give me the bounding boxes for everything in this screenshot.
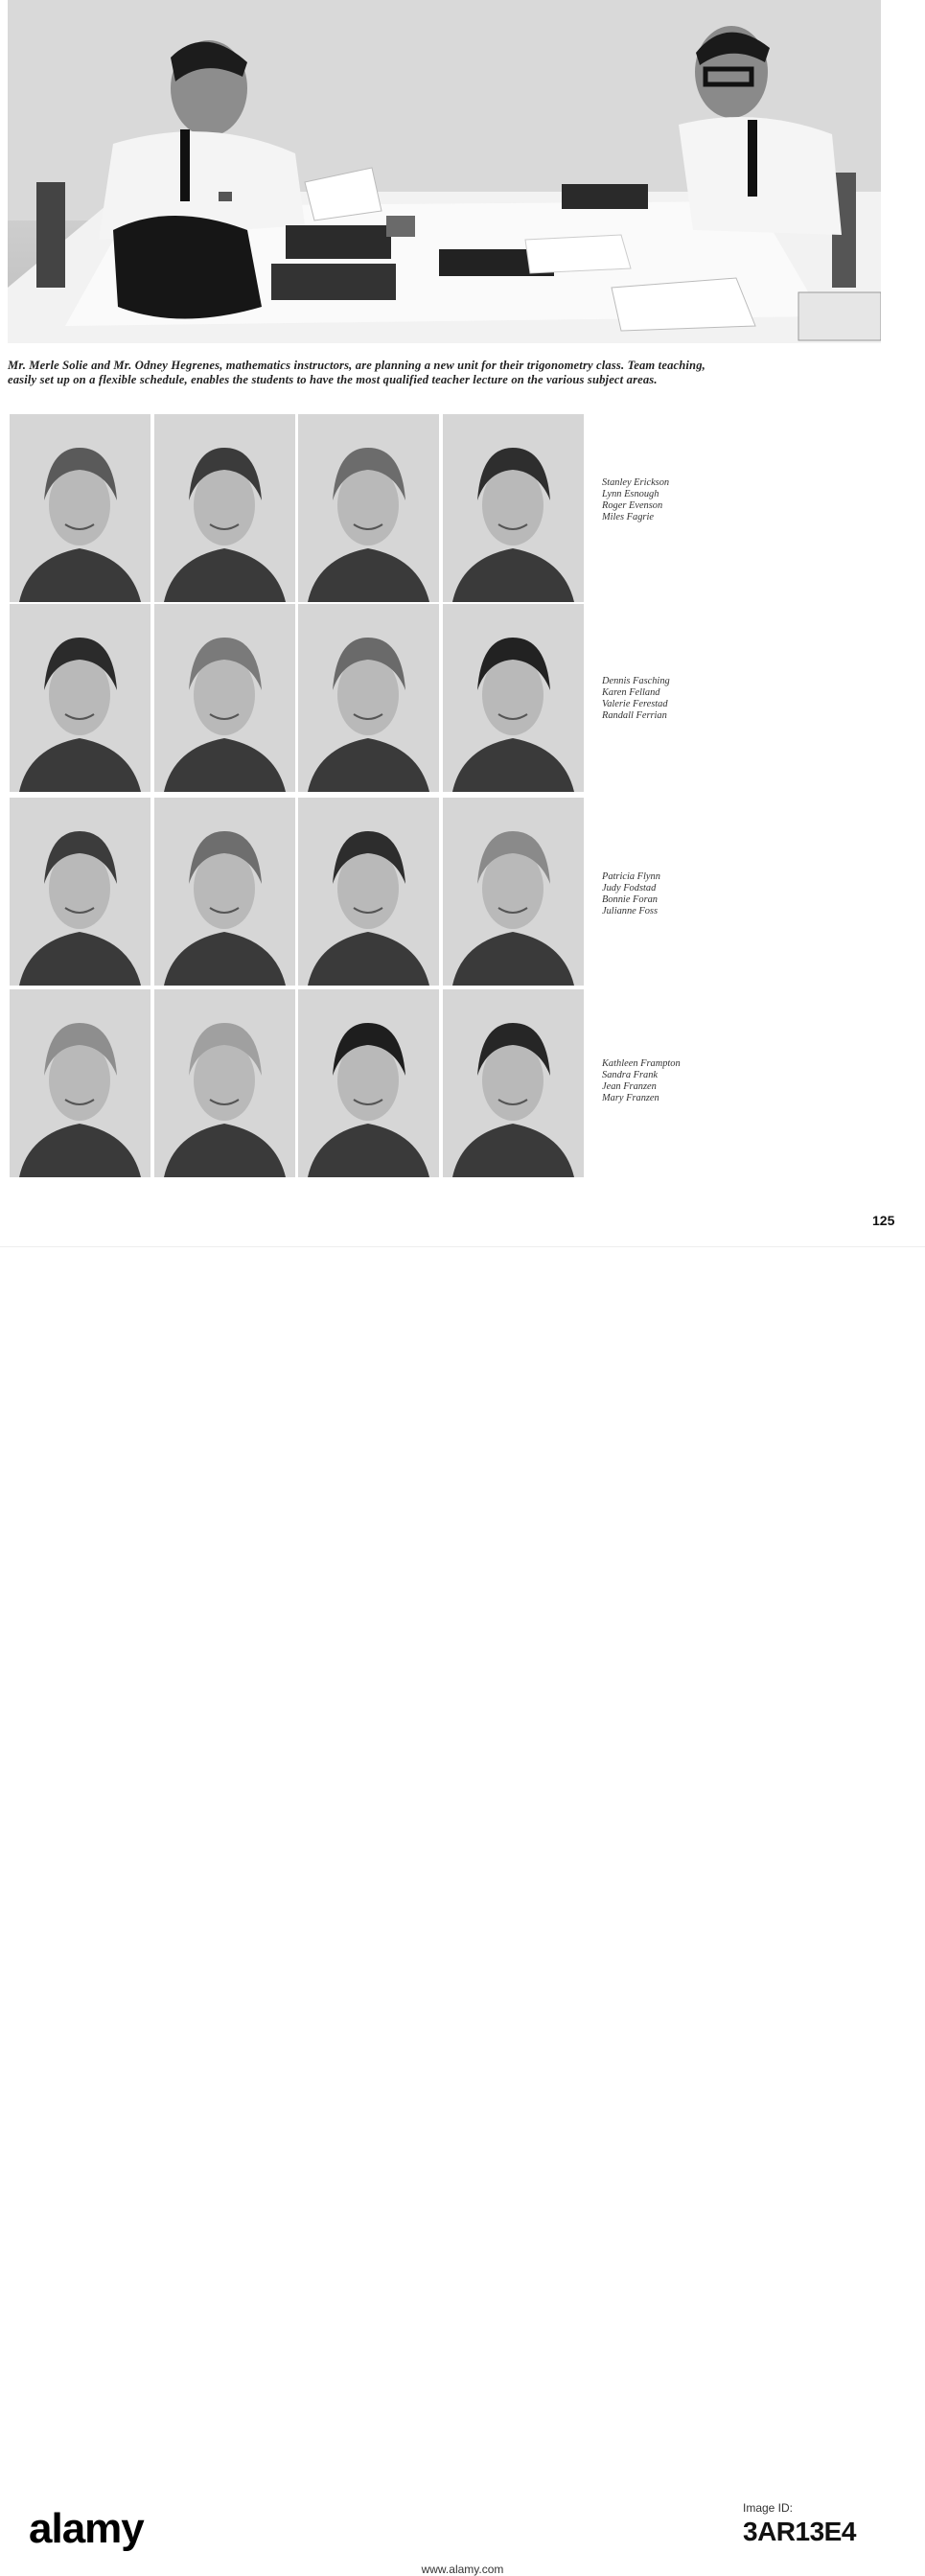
student-name: Jean Franzen [602,1081,657,1092]
caption-line-1: Mr. Merle Solie and Mr. Odney Hegrenes, mathematics instructors, are planning a new unit for their trigonometry class. Team teaching, [8,359,705,372]
student-name: Bonnie Foran [602,894,659,905]
portrait-photo [298,414,439,602]
student-name: Sandra Frank [602,1070,659,1080]
student-name: Mary Franzen [602,1093,659,1103]
portrait-photo [154,989,295,1177]
portrait-photo [443,989,584,1177]
image-id-block [743,2501,906,2547]
caption-line-2: easily set up on a flexible schedule, enables the students to have the most qualified teacher lecture on the various subject areas. [8,373,658,386]
name-list [602,676,775,722]
image-id-label: Image ID: [743,2501,794,2515]
portrait-photo [154,414,295,602]
student-name: Miles Fagrie [602,512,654,522]
portrait-photo [443,604,584,792]
student-name: Patricia Flynn [602,871,660,882]
portrait-photo [298,604,439,792]
student-name: Stanley Erickson [602,477,670,488]
portrait-photo [298,798,439,986]
alamy-logo: alamy [29,2505,144,2552]
student-name: Julianne Foss [602,906,659,917]
watermark-footer [0,1246,925,2576]
yearbook-page [0,0,925,1246]
page-number: 125 [872,1213,895,1228]
student-name: Dennis Fasching [602,676,670,686]
student-name: Karen Felland [602,687,660,698]
portrait-photo [10,989,150,1177]
name-list [602,1058,775,1104]
portrait-photo [154,604,295,792]
portrait-photo [10,604,150,792]
student-name: Judy Fodstad [602,883,657,893]
portrait-photo [443,414,584,602]
portrait-photo [443,798,584,986]
photo-caption [8,359,918,387]
name-list [602,477,775,523]
alamy-url: www.alamy.com [421,2563,504,2576]
student-name: Lynn Esnough [602,489,659,499]
name-list [602,871,775,917]
portrait-photo [10,798,150,986]
image-id-value: 3AR13E4 [743,2517,856,2546]
student-name: Randall Ferrian [602,710,667,721]
portrait-photo [298,989,439,1177]
instructors-photo [8,0,881,343]
portrait-photo [10,414,150,602]
student-name: Roger Evenson [602,500,663,511]
portrait-photo [154,798,295,986]
student-name: Valerie Ferestad [602,699,668,709]
student-name: Kathleen Frampton [602,1058,681,1069]
